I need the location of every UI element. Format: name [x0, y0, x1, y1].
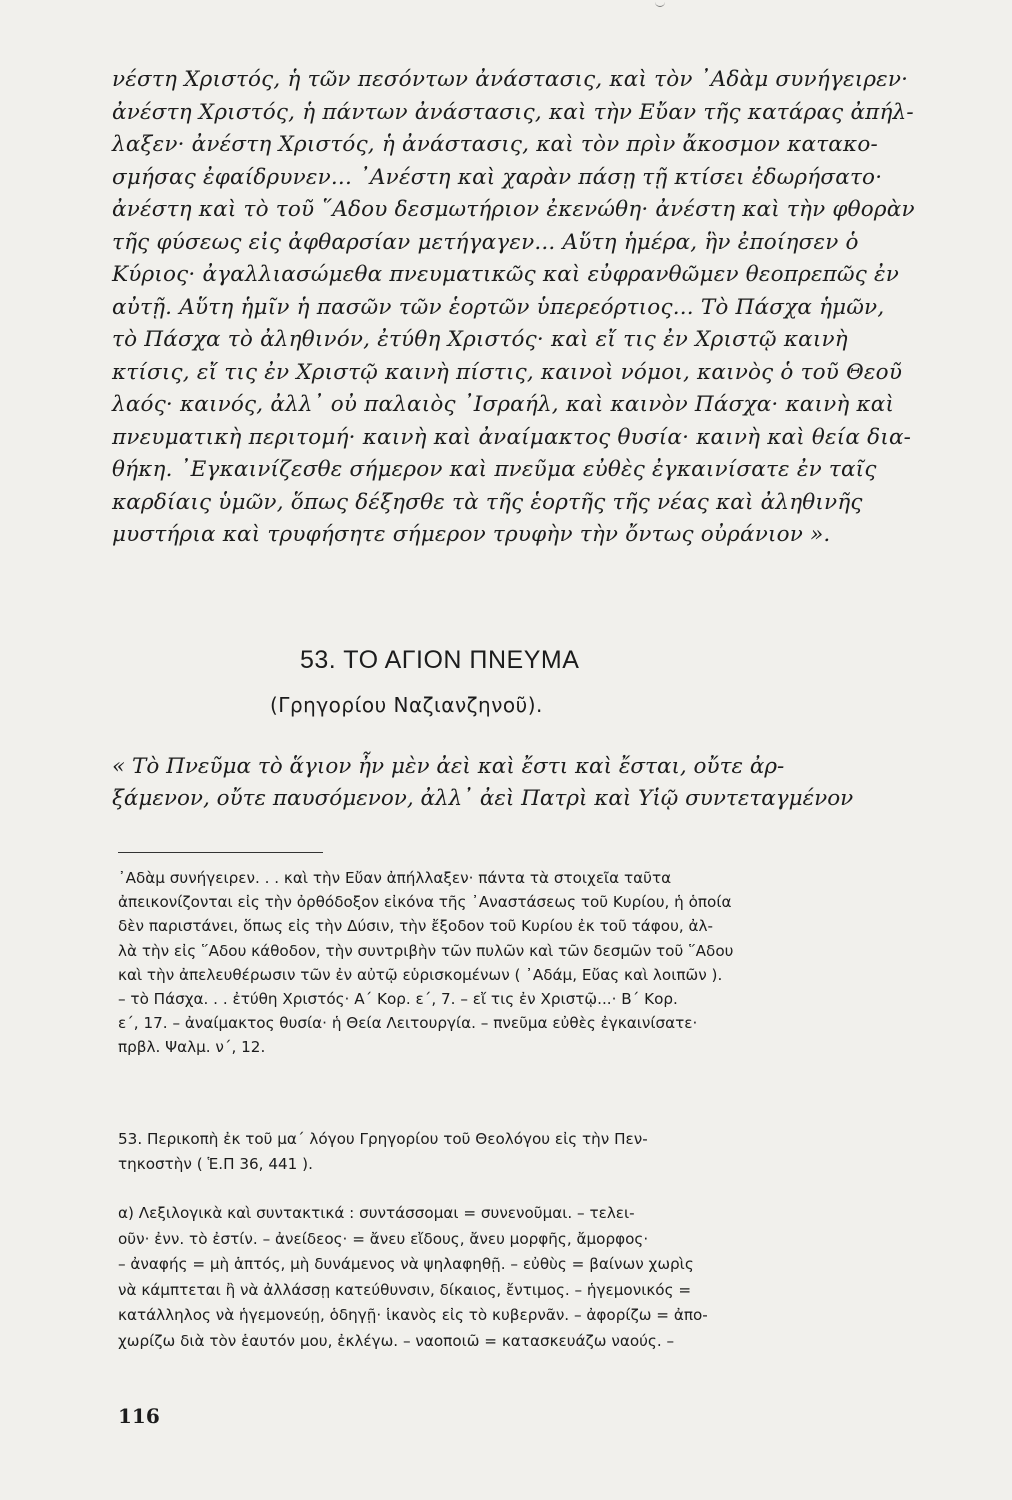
- vocab-line: χωρίζω διὰ τὸν ἑαυτόν μου, ἐκλέγω. – ναοποιῶ = κατασκευάζω ναούς. –: [118, 1331, 675, 1350]
- vocabulary-notes: [118, 1201, 938, 1354]
- footnotes: [118, 866, 938, 1060]
- vocab-line: – ἀναφής = μὴ ἁπτός, μὴ δυνάμενος νὰ ψηλαφηθῇ. – εὐθὺς = βαίνων χωρὶς: [118, 1255, 694, 1273]
- main-text: [112, 64, 932, 552]
- text-line: ξάμενον, οὔτε παυσόμενον, ἀλλ᾿ ἀεὶ Πατρὶ καὶ Υἱῷ συντεταγμένον: [112, 786, 854, 811]
- section-title: 53. ΤΟ ΑΓΙΟΝ ΠΝΕΥΜΑ: [300, 646, 580, 674]
- vocab-line: κατάλληλος νὰ ἡγεμονεύῃ, ὁδηγῇ· ἱκανὸς εἰς τὸ κυβερνᾶν. – ἀφορίζω = ἀπο-: [118, 1306, 708, 1324]
- footnote-line: λὰ τὴν εἰς ῞Αδου κάθοδον, τὴν συντριβὴν τῶν πυλῶν καὶ τῶν δεσμῶν τοῦ ῞Αδου: [118, 941, 734, 960]
- footnote-line: ε´, 17. – ἀναίμακτος θυσία· ἡ Θεία Λειτουργία. – πνεῦμα εὐθὲς ἐγκαινίσατε·: [118, 1014, 698, 1033]
- text-line: τὸ Πάσχα τὸ ἀληθινόν, ἐτύθη Χριστός· καὶ εἴ τις ἐν Χριστῷ καινὴ: [112, 327, 848, 352]
- footnote-divider: [118, 852, 323, 853]
- vocab-line: οῦν· ἐνν. τὸ ἐστίν. – ἀνείδεος· = ἄνευ εἴδους, ἄνευ μορφῆς, ἄμορφος·: [118, 1229, 649, 1248]
- text-line: λαξεν· ἀνέστη Χριστός, ἡ ἀνάστασις, καὶ τὸν πρὶν ἄκοσμον κατακο-: [112, 132, 878, 157]
- text-line: « Τὸ Πνεῦμα τὸ ἅγιον ἦν μὲν ἀεὶ καὶ ἔστι καὶ ἔσται, οὔτε ἀρ-: [112, 754, 785, 779]
- text-line: θήκη. ᾿Εγκαινίζεσθε σήμερον καὶ πνεῦμα εὐθὲς ἐγκαινίσατε ἐν ταῖς: [112, 457, 877, 482]
- vocab-line: α) Λεξιλογικὰ καὶ συντακτικά : συντάσσομαι = συνενοῦμαι. – τελει-: [118, 1204, 635, 1222]
- footnote-line: ἀπεικονίζονται εἰς τὴν ὀρθόδοξον εἰκόνα τῆς ᾿Αναστάσεως τοῦ Κυρίου, ἡ ὁποία: [118, 893, 732, 912]
- footnote-line: δὲν παριστάνει, ὅπως εἰς τὴν Δύσιν, τὴν ἔξοδον τοῦ Κυρίου ἐκ τοῦ τάφου, ἀλ-: [118, 917, 714, 936]
- footnote-line: καὶ τὴν ἀπελευθέρωσιν τῶν ἐν αὐτῷ εὑρισκομένων ( ᾿Αδάμ, Εὔας καὶ λοιπῶν ).: [118, 965, 723, 984]
- text-line: ἀνέστη καὶ τὸ τοῦ ῞Αδου δεσμωτήριον ἐκενώθη· ἀνέστη καὶ τὴν φθορὰν: [112, 197, 915, 222]
- text-line: λαός· καινός, ἀλλ᾿ οὐ παλαιὸς ᾿Ισραήλ, καὶ καινὸν Πάσχα· καινὴ καὶ: [112, 392, 895, 417]
- scan-mark: [655, 0, 665, 7]
- text-line: αὐτῇ. Αὕτη ἡμῖν ἡ πασῶν τῶν ἑορτῶν ὑπερεόρτιος... Τὸ Πάσχα ἡμῶν,: [112, 294, 885, 320]
- text-line: καρδίαις ὑμῶν, ὅπως δέξησθε τὰ τῆς ἑορτῆς τῆς νέας καὶ ἀληθινῆς: [112, 489, 863, 515]
- text-line: σμήσας ἐφαίδρυνεν... ᾿Ανέστη καὶ χαρὰν πάσῃ τῇ κτίσει ἐδωρήσατο·: [112, 164, 883, 190]
- page-number: 116: [118, 1404, 160, 1428]
- vocab-line: νὰ κάμπτεται ἢ νὰ ἀλλάσσῃ κατεύθυνσιν, δίκαιος, ἔντιμος. – ἡγεμονικός =: [118, 1280, 692, 1299]
- footnote-line: ᾿Αδὰμ συνήγειρεν. . . καὶ τὴν Εὔαν ἀπήλλαξεν· πάντα τὰ στοιχεῖα ταῦτα: [118, 869, 672, 887]
- text-line: μυστήρια καὶ τρυφήσητε σήμερον τρυφὴν τὴν ὄντως οὐράνιον ».: [112, 522, 831, 547]
- quote-text: [112, 751, 932, 815]
- text-line: τῆς φύσεως εἰς ἀφθαρσίαν μετήγαγεν... Αὕτη ἡμέρα, ἣν ἐποίησεν ὁ: [112, 229, 859, 255]
- footnote-line: πρβλ. Ψαλμ. ν´, 12.: [118, 1038, 266, 1057]
- source-note-line: τηκοστὴν ( Ἑ.Π 36, 441 ).: [118, 1155, 313, 1173]
- section-subtitle: (Γρηγορίου Ναζιανζηνοῦ).: [270, 693, 543, 717]
- footnote-line: – τὸ Πάσχα. . . ἐτύθη Χριστός· Α´ Κορ. ε´, 7. – εἴ τις ἐν Χριστῷ...· Β´ Κορ.: [118, 990, 678, 1009]
- text-line: κτίσις, εἴ τις ἐν Χριστῷ καινὴ πίστις, καινοὶ νόμοι, καινὸς ὁ τοῦ Θεοῦ: [112, 359, 903, 385]
- text-line: νέστη Χριστός, ἡ τῶν πεσόντων ἀνάστασις, καὶ τὸν ᾿Αδὰμ συνήγειρεν·: [112, 67, 909, 92]
- source-note-line: 53. Περικοπὴ ἐκ τοῦ μα´ λόγου Γρηγορίου τοῦ Θεολόγου εἰς τὴν Πεν-: [118, 1130, 648, 1148]
- source-note: [118, 1127, 938, 1177]
- text-line: ἀνέστη Χριστός, ἡ πάντων ἀνάστασις, καὶ τὴν Εὔαν τῆς κατάρας ἀπήλ-: [112, 99, 914, 125]
- text-line: πνευματικὴ περιτομή· καινὴ καὶ ἀναίμακτος θυσία· καινὴ καὶ θεία δια-: [112, 424, 912, 450]
- text-line: Κύριος· ἀγαλλιασώμεθα πνευματικῶς καὶ εὐφρανθῶμεν θεοπρεπῶς ἐν: [112, 262, 900, 287]
